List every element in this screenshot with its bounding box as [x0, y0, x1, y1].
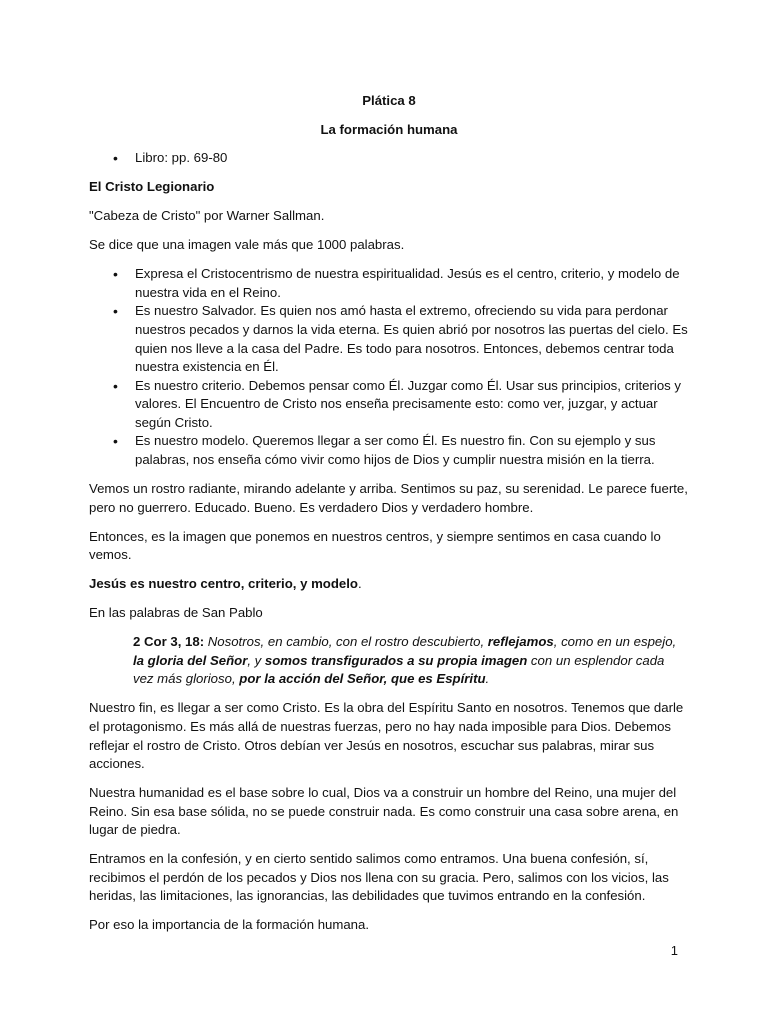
- paragraph-rostro: Vemos un rostro radiante, mirando adelante y arriba. Sentimos su paz, su serenidad. Le parece fuerte, pero no guerrero. Educado. Bueno. Es verdadero Dios y verdadero hombre.: [89, 481, 688, 515]
- quote-text: , como en un espejo,: [553, 634, 677, 650]
- jesus-period: .: [357, 576, 362, 592]
- paragraph-humanidad: Nuestra humanidad es el base sobre lo cual, Dios va a construir un hombre del Reino, una mujer del Reino. Sin esa base sólida, no se puede construir nada. Es como construir una casa sobre arena, en lugar de piedra.: [89, 785, 679, 838]
- document-title: Plática 8: [362, 93, 416, 108]
- paragraph-image-title: "Cabeza de Cristo" por Warner Sallman.: [89, 208, 325, 224]
- bullet-item: • Es nuestro Salvador. Es quien nos amó hasta el extremo, ofreciendo su vida para perdonar nuestros pecados y darnos la vida eterna. Es quien abrió por nosotros las puertas del cielo. Es quien nos lleve a la casa del Padre. Es todo para nosotros. Entonces, debemos centrar toda nuestra existencia en Él.: [89, 302, 689, 376]
- quote-emphasis: por la acción del Señor, que es Espíritu: [239, 671, 486, 687]
- quote-emphasis: somos transfigurados a su propia imagen: [264, 652, 528, 668]
- document-body: [89, 92, 689, 945]
- quote-text: , y: [247, 652, 265, 668]
- paragraph-centros: Entonces, es la imagen que ponemos en nuestros centros, y siempre sentimos en casa cuando lo vemos.: [89, 528, 661, 563]
- quote-text: .: [485, 671, 490, 687]
- quote-text: con un esplendor cada vez más glorioso,: [133, 652, 665, 687]
- bullet-item: • Es nuestro criterio. Debemos pensar como Él. Juzgar como Él. Usar sus principios, criterios y valores. El Encuentro de Cristo nos enseña precisamente esto: como ver, juzgar, y actuar según Cristo.: [89, 377, 689, 433]
- page-number: 1: [670, 943, 678, 958]
- book-reference: • Libro: pp. 69-80: [89, 149, 689, 168]
- paragraph-jesus: [89, 575, 689, 594]
- jesus-statement: Jesús es nuestro centro, criterio, y modelo: [89, 576, 358, 592]
- paragraph-confesion: Entramos en la confesión, y en cierto sentido salimos como entramos. Una buena confesión, sí, recibimos el perdón de los pecados y Dios nos llena con su gracia. Pero, salimos con los vicios, las heridas, las limitaciones, las ignorancias, las debilidades que tuvimos entrando en la confesión.: [89, 851, 669, 904]
- quote-emphasis: reflejamos: [487, 634, 554, 650]
- paragraph-fin: Nuestro fin, es llegar a ser como Cristo. Es la obra del Espíritu Santo en nosotros. Tenemos que darle el protagonismo. Es más allá de nuestras fuerzas, pero no hay nada imposible para Dios. Debemos reflejar el rostro de Cristo. Otros debían ver Jesús en nosotros, escuchar sus palabras, mirar sus acciones.: [89, 700, 684, 772]
- christ-bullet-list: [89, 265, 689, 470]
- paragraph-image-value: Se dice que una imagen vale más que 1000 palabras.: [89, 237, 405, 253]
- quote-reference: 2 Cor 3, 18:: [133, 634, 205, 650]
- bullet-item: • Es nuestro modelo. Queremos llegar a ser como Él. Es nuestro fin. Con su ejemplo y sus palabras, nos enseña cómo vivir como hijos de Dios y cumplir nuestra misión en la tierra.: [89, 432, 689, 469]
- paragraph-san-pablo: En las palabras de San Pablo: [89, 605, 263, 621]
- book-reference-list: [89, 149, 689, 168]
- document-subtitle: La formación humana: [320, 121, 458, 137]
- paragraph-importancia: Por eso la importancia de la formación humana.: [89, 917, 370, 933]
- bullet-item: • Expresa el Cristocentrismo de nuestra espiritualidad. Jesús es el centro, criterio, y modelo de nuestra vida en el Reino.: [89, 265, 689, 302]
- section-heading: El Cristo Legionario: [89, 179, 215, 195]
- quote-emphasis: la gloria del Señor: [133, 652, 248, 668]
- scripture-quote: [89, 633, 689, 689]
- quote-text: Nosotros, en cambio, con el rostro descubierto,: [204, 634, 488, 650]
